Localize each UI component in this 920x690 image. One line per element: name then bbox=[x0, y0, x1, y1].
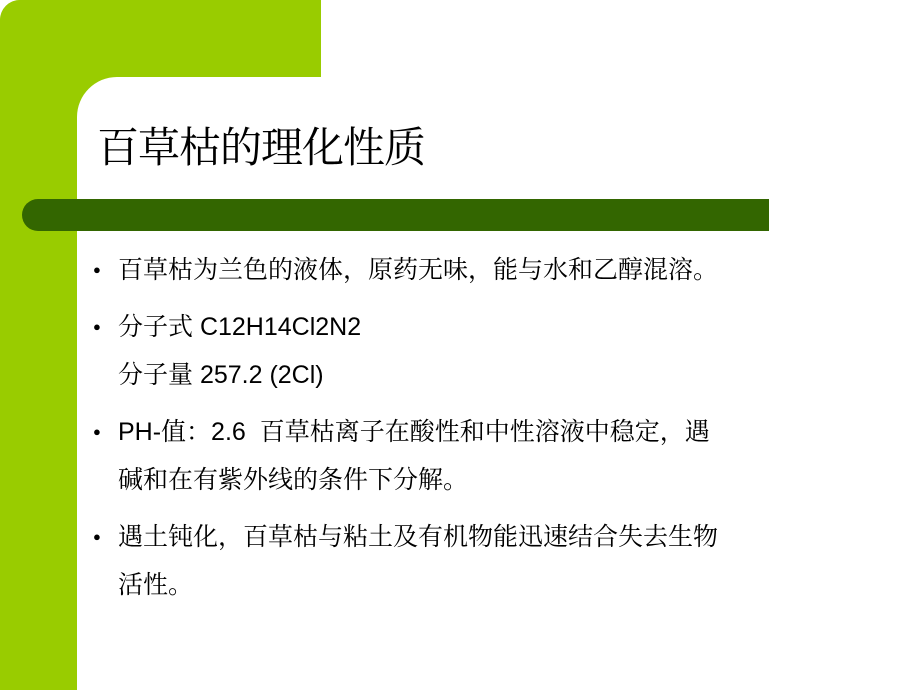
accent-band-top bbox=[0, 0, 321, 77]
bullet-dot-icon: ● bbox=[93, 262, 101, 277]
title-divider-bar bbox=[22, 199, 769, 231]
bullet-text bbox=[118, 246, 773, 294]
bullet-line: 遇土钝化，百草枯与粘土及有机物能迅速结合失去生物 bbox=[118, 523, 719, 551]
bullet-line: 百草枯为兰色的液体，原药无味，能与水和乙醇混溶。 bbox=[118, 256, 719, 284]
bullet-item bbox=[93, 513, 773, 609]
bullet-dot-icon: ● bbox=[93, 424, 101, 439]
bullet-line: PH-值：2.6 百草枯离子在酸性和中性溶液中稳定，遇 bbox=[118, 418, 710, 446]
slide-title: 百草枯的理化性质 bbox=[97, 126, 426, 172]
bullet-item bbox=[93, 408, 773, 504]
bullet-line: 分子式 C12H14Cl2N2 bbox=[118, 313, 362, 341]
bullet-dot-icon: ● bbox=[93, 529, 101, 544]
accent-band-left bbox=[0, 0, 77, 690]
bullet-text bbox=[118, 303, 773, 399]
bullet-line: 活性。 bbox=[118, 571, 194, 599]
bullet-text bbox=[118, 408, 773, 504]
bullet-item bbox=[93, 246, 773, 294]
bullet-list bbox=[93, 246, 773, 618]
bullet-item bbox=[93, 303, 773, 399]
bullet-line: 碱和在有紫外线的条件下分解。 bbox=[118, 466, 469, 494]
bullet-line: 分子量 257.2 (2Cl) bbox=[118, 361, 324, 389]
bullet-text bbox=[118, 513, 773, 609]
bullet-dot-icon: ● bbox=[93, 319, 101, 334]
